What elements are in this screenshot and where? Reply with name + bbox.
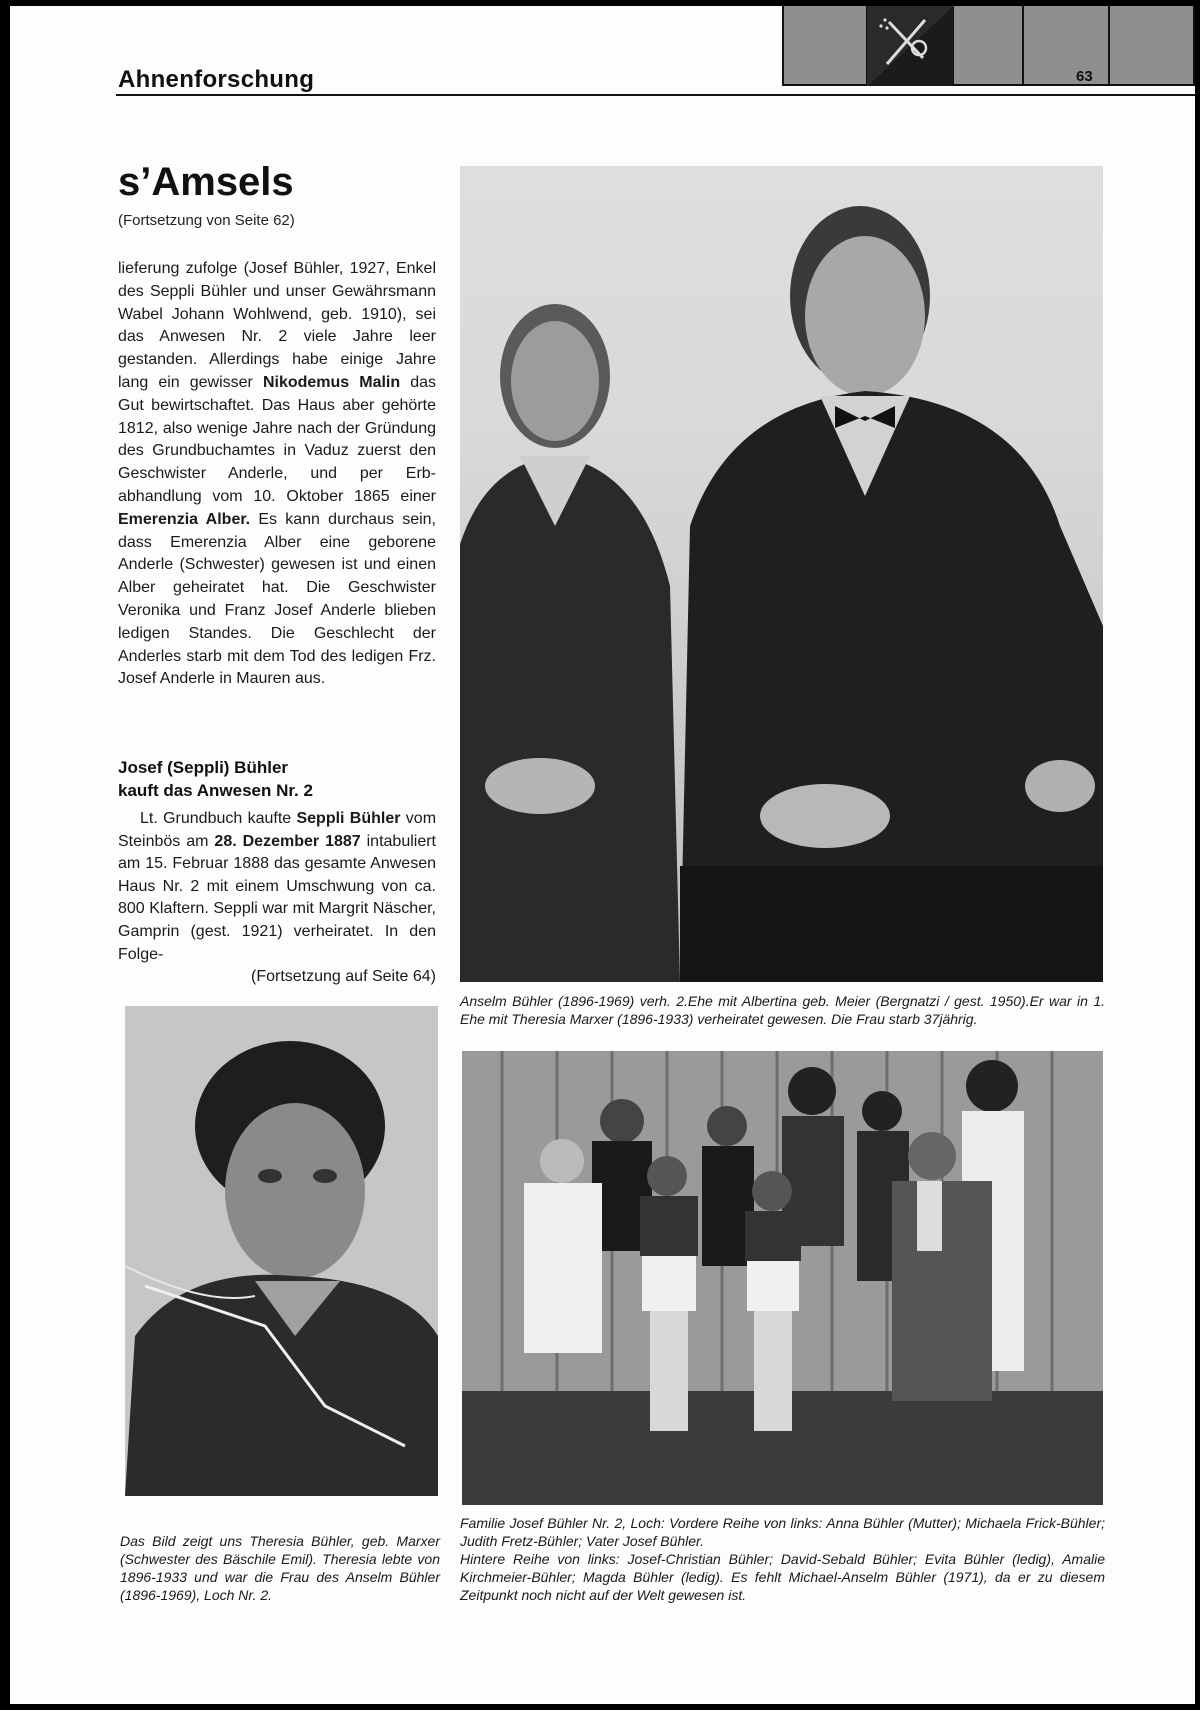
caption-line: Familie Josef Bühler Nr. 2, Loch: Vordere Reihe von links: Anna Bühler (Mutter); Michaela Frick-Bühler; Judith Fretz-Bühler; Vater Josef Bühler. — [460, 1515, 1105, 1549]
name-highlight: Emerenzia Alber. — [118, 510, 251, 528]
family-photo-caption — [460, 1514, 1105, 1604]
crossed-tools-icon — [867, 6, 953, 86]
article-title: s’Amsels — [118, 160, 294, 204]
page-number: 63 — [1076, 68, 1093, 85]
name-highlight: Nikodemus Malin — [262, 373, 401, 391]
section-subheading — [118, 756, 438, 802]
header-grid-strip — [782, 6, 1195, 86]
family-photo — [462, 1051, 1103, 1505]
text-run: Lt. Grundbuch kaufte — [140, 810, 297, 827]
subheading-line: kauft das Anwesen Nr. 2 — [118, 781, 313, 800]
text-run: intabuliert am 15. Februar 1888 das gesamte Anwesen Haus Nr. 2 mit einem Umschwung von ca. 800 Klaftern. Seppli war mit Margrit Näscher, Gamprin (gest. 1921) verheiratet. In den Folge- — [118, 832, 436, 963]
name-highlight: Seppli Bühler — [296, 810, 401, 827]
grid-line — [782, 84, 1195, 86]
portrait-photo-caption: Das Bild zeigt uns Theresia Bühler, geb. Marxer (Schwester des Bäschile Emil). Theresia lebte von 1896-1933 und war die Frau des Anselm Bühler (1896-1969), Loch Nr. 2. — [120, 1533, 440, 1603]
article-paragraph-2 — [118, 808, 436, 989]
text-run: vom Steinbös am — [118, 810, 437, 850]
magazine-page — [10, 6, 1195, 1704]
section-title: Ahnenforschung — [118, 66, 315, 93]
caption-line: Hintere Reihe von links: Josef-Christian Bühler; David-Sebald Bühler; Evita Bühler (ledig), Amalie Kirchmeier-Bühler; Magda Bühler (ledig). Es fehlt Michael-Anselm Bühler (1971), da er zu diesem Zeitpunkt noch nicht auf der Welt gewesen ist. — [460, 1551, 1105, 1603]
text-run: Es kann durchaus sein, dass Emerenzia Alber eine geborene Anderle (Schwester) gewesen ist und einen Alber geheiratet hat. Die Geschwister Veronika und Franz Josef Anderle blieben ledigen Standes. Die Geschlecht der Anderles starb mit dem Tod des ledigen Frz. Josef Anderle in Mauren aus. — [118, 510, 437, 688]
continuation-note-end: (Fortsetzung auf Seite 64) — [251, 968, 436, 986]
grid-line — [1022, 6, 1024, 86]
text-run: das Gut bewirtschaftet. Das Haus aber gehörte 1812, also wenige Jahre nach der Gründung des Grundbuchamtes in Vaduz zuerst den Geschwister Anderle, und per Erbabhandlung vom 10. Oktober 1865 einer — [118, 373, 437, 505]
date-highlight: 28. Dezember 1887 — [214, 832, 361, 850]
grid-line — [1193, 6, 1195, 86]
article-paragraph-1 — [118, 258, 436, 691]
subheading-line: Josef (Seppli) Bühler — [118, 758, 289, 777]
grid-line — [782, 6, 784, 86]
grid-line — [1108, 6, 1110, 86]
continuation-note: (Fortsetzung von Seite 62) — [118, 212, 295, 229]
text-run: lieferung zufolge (Josef Bühler, 1927, Enkel des Seppli Bühler und unser Gewährsmann Wabel Johann Wohlwend, geb. 1910), sei das Anwesen Nr. 2 viele Jahre leer gestanden. Allerdings habe einige Jahre lang ein gewisser — [118, 260, 436, 391]
couple-photo-caption: Anselm Bühler (1896-1969) verh. 2.Ehe mit Albertina geb. Meier (Bergnatzi / gest. 1950).Er war in 1. Ehe mit Theresia Marxer (1896-1933) verheiratet gewesen. Die Frau starb 37jährig. — [460, 993, 1105, 1027]
portrait-photo — [125, 1006, 438, 1496]
header-divider — [116, 94, 1195, 96]
couple-photo — [460, 166, 1103, 982]
